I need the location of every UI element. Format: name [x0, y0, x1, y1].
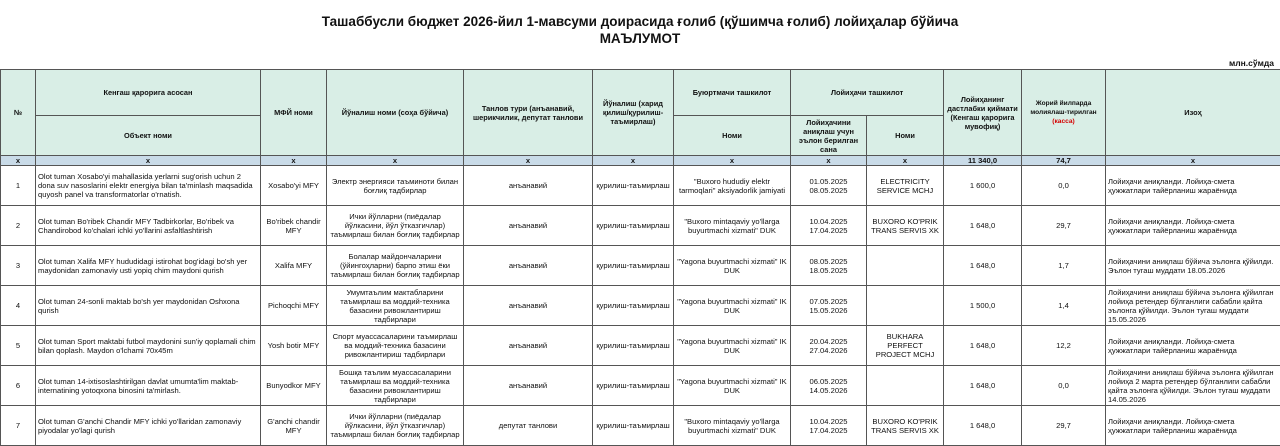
mfy-name: Pichoqchi MFY [261, 286, 327, 326]
document-title: Ташаббусли бюджет 2026-йил 1-мавсуми доирасида ғолиб (қўшимча ғолиб) лойиҳалар бўйича [0, 14, 1280, 29]
header-object-name: Объект номи [36, 116, 261, 156]
object-name: Olot tuman Bo'ribek Chandir MFY Tadbirkorlar, Bo'ribek va Chandirobod ko'chalari ichki yo'llarini asfaltlashtirish [36, 206, 261, 246]
note-text: Лойиҳачини аниқлаш бўйича эълонга қўйилган лойиҳа 2 марта ретендер бўлганлиги сабабли қайта эълонга қўйилди. Эълон тугаш муддати 14.05.2026 [1106, 366, 1280, 406]
design-date: 06.05.2025 14.05.2026 [791, 366, 867, 406]
customer-name: "Yagona buyurtmachi xizmati" IK DUK [674, 246, 791, 286]
selection-type: анъанавий [464, 366, 593, 406]
direction-name: Болалар майдончаларини (ўйингоҳларни) барпо этиш ёки таъмирлаш билан боғлиқ тадбирлар [327, 246, 464, 286]
selection-type: анъанавий [464, 286, 593, 326]
table-row [1, 166, 1280, 206]
current-year-paid: 0,0 [1022, 166, 1106, 206]
header-selection: Танлов тури (анъанавий, шерикчилик, депутат танлови [464, 70, 593, 156]
mfy-name: G'anchi chandir MFY [261, 406, 327, 446]
customer-name: "Buxoro mintaqaviy yo'llarga buyurtmachi xizmati" DUK [674, 206, 791, 246]
direction-name: Спорт муассасаларини таъмирлаш ва моддий-техника базасини ривожлантириш тадбирлари [327, 326, 464, 366]
design-date: 20.04.2025 27.04.2026 [791, 326, 867, 366]
subtotal-cell: x [867, 156, 944, 166]
header-designer: Лойиҳачи ташкилот [791, 70, 944, 116]
table-row [1, 366, 1280, 406]
table-row [1, 206, 1280, 246]
header-initial-cost: Лойиҳанинг дастлабки қиймати (Кенгаш қарорига мувофиқ) [944, 70, 1022, 156]
direction-name: Электр энергияси таъминоти билан боғлиқ тадбирлар [327, 166, 464, 206]
work-type: қурилиш-таъмирлаш [593, 166, 674, 206]
header-current-year [1022, 70, 1106, 156]
projects-table [0, 69, 1280, 446]
work-type: қурилиш-таъмирлаш [593, 206, 674, 246]
design-date: 01.05.2025 08.05.2025 [791, 166, 867, 206]
table-row [1, 406, 1280, 446]
initial-cost: 1 648,0 [944, 206, 1022, 246]
header-designer-name: Номи [867, 116, 944, 156]
subtotal-cell: x [261, 156, 327, 166]
table-body [1, 166, 1280, 446]
subtotal-cell: x [674, 156, 791, 166]
selection-type: анъанавий [464, 326, 593, 366]
direction-name: Ички йўлларни (пиёдалар йўлкасини, йўл ўтказгичлар) таъмирлаш билан боғлиқ тадбирлар [327, 206, 464, 246]
note-text: Лойиҳачини аниқлаш бўйича эълонга қўйилган лойиҳа ретендер бўлганлиги сабабли қайта эълонга қўйилди. Эълон тугаш муддати 15.05.2026 [1106, 286, 1280, 326]
mfy-name: Yosh botir MFY [261, 326, 327, 366]
initial-cost: 1 648,0 [944, 326, 1022, 366]
note-text: Лойиҳачи аниқланди. Лойиҳа-смета ҳужжатлари тайёрланиш жараёнида [1106, 326, 1280, 366]
header-work-type: Йўналиш (харид қилиш/қурилиш-таъмирлаш) [593, 70, 674, 156]
work-type: қурилиш-таъмирлаш [593, 326, 674, 366]
note-text: Лойиҳачи аниқланди. Лойиҳа-смета ҳужжатлари тайёрланиш жараёнида [1106, 406, 1280, 446]
mfy-name: Xalifa MFY [261, 246, 327, 286]
designer-name: BUXORO KO'PRIK TRANS SERVIS XK [867, 206, 944, 246]
selection-type: анъанавий [464, 246, 593, 286]
header-current-year-cash: (касса) [1052, 118, 1074, 125]
initial-cost: 1 648,0 [944, 406, 1022, 446]
subtotal-cell: x [1, 156, 36, 166]
current-year-paid: 29,7 [1022, 406, 1106, 446]
note-text: Лойиҳачини аниқлаш бўйича эълонга қўйилди. Эълон тугаш муддати 18.05.2026 [1106, 246, 1280, 286]
object-name: Olot tuman Xalifa MFY hududidagi istirohat bog'idagi bo'sh yer maydonidan zamonaviy usti yopiq chim maydoni qurish [36, 246, 261, 286]
header-direction: Йўналиш номи (соҳа бўйича) [327, 70, 464, 156]
subtotal-cell: x [1106, 156, 1280, 166]
customer-name: "Yagona buyurtmachi xizmati" IK DUK [674, 326, 791, 366]
document-subtitle: МАЪЛУМОТ [0, 31, 1280, 46]
design-date: 10.04.2025 17.04.2025 [791, 206, 867, 246]
object-name: Olot tuman Xosabo'yi mahallasida yerlarni sug'orish uchun 2 dona suv nasoslarini elektr energiya bilan ta'minlash maqsadida quyosh panel va transformatorlar o'rnatish. [36, 166, 261, 206]
subtotal-cell: x [36, 156, 261, 166]
row-number: 6 [1, 366, 36, 406]
customer-name: "Yagona buyurtmachi xizmati" IK DUK [674, 366, 791, 406]
current-year-paid: 1,7 [1022, 246, 1106, 286]
current-year-paid: 0,0 [1022, 366, 1106, 406]
designer-name: BUXORO KO'PRIK TRANS SERVIS XK [867, 406, 944, 446]
designer-name [867, 246, 944, 286]
designer-name: BUKHARA PERFECT PROJECT MCHJ [867, 326, 944, 366]
row-number: 4 [1, 286, 36, 326]
object-name: Olot tuman G'anchi Chandir MFY ichki yo'llaridan zamonaviy piyodalar yo'lagi qurish [36, 406, 261, 446]
mfy-name: Bo'ribek chandir MFY [261, 206, 327, 246]
designer-name [867, 366, 944, 406]
mfy-name: Bunyodkor MFY [261, 366, 327, 406]
subtotal-cost: 11 340,0 [944, 156, 1022, 166]
subtotal-row [1, 156, 1280, 166]
work-type: қурилиш-таъмирлаш [593, 246, 674, 286]
object-name: Olot tuman 24-sonli maktab bo'sh yer maydonidan Oshxona qurish [36, 286, 261, 326]
subtotal-paid: 74,7 [1022, 156, 1106, 166]
header-customer: Буюртмачи ташкилот [674, 70, 791, 116]
direction-name: Бошқа таълим муассасаларини таъмирлаш ва моддий-техника базасини ривожлантириш тадбирлари [327, 366, 464, 406]
designer-name: ELECTRICITY SERVICE MCHJ [867, 166, 944, 206]
customer-name: "Buxoro hududiy elektr tarmoqlari" aksiyadorlik jamiyati [674, 166, 791, 206]
unit-label: млн.сўмда [1229, 58, 1274, 68]
table-row [1, 326, 1280, 366]
subtotal-cell: x [327, 156, 464, 166]
initial-cost: 1 648,0 [944, 366, 1022, 406]
work-type: қурилиш-таъмирлаш [593, 286, 674, 326]
row-number: 1 [1, 166, 36, 206]
header-design-date: Лойиҳачини аниқлаш учун эълон берилган сана [791, 116, 867, 156]
header-customer-name: Номи [674, 116, 791, 156]
row-number: 7 [1, 406, 36, 446]
design-date: 08.05.2025 18.05.2025 [791, 246, 867, 286]
selection-type: анъанавий [464, 166, 593, 206]
initial-cost: 1 600,0 [944, 166, 1022, 206]
note-text: Лойиҳачи аниқланди. Лойиҳа-смета ҳужжатлари тайёрланиш жараёнида [1106, 206, 1280, 246]
header-council-decision: Кенгаш қарорига асосан [36, 70, 261, 116]
design-date: 10.04.2025 17.04.2025 [791, 406, 867, 446]
table-row [1, 286, 1280, 326]
current-year-paid: 29,7 [1022, 206, 1106, 246]
header-num: № [1, 70, 36, 156]
subtotal-cell: x [791, 156, 867, 166]
current-year-paid: 12,2 [1022, 326, 1106, 366]
row-number: 3 [1, 246, 36, 286]
customer-name: "Buxoro mintaqaviy yo'llarga buyurtmachi xizmati" DUK [674, 406, 791, 446]
header-mfy: МФЙ номи [261, 70, 327, 156]
object-name: Olot tuman Sport maktabi futbol maydonini sun'iy qoplamali chim bilan qoplash. Maydon o'lchami 70x45m [36, 326, 261, 366]
note-text: Лойиҳачи аниқланди. Лойиҳа-смета ҳужжатлари тайёрланиш жараёнида [1106, 166, 1280, 206]
object-name: Olot tuman 14-ixtisoslashtirilgan davlat umumta'lim maktab-internatining yotoqxona binosini ta'mirlash. [36, 366, 261, 406]
direction-name: Ички йўлларни (пиёдалар йўлкасини, йўл ўтказгичлар) таъмирлаш билан боғлиқ тадбирлар [327, 406, 464, 446]
row-number: 5 [1, 326, 36, 366]
current-year-paid: 1,4 [1022, 286, 1106, 326]
subtotal-cell: x [464, 156, 593, 166]
initial-cost: 1 500,0 [944, 286, 1022, 326]
selection-type: анъанавий [464, 206, 593, 246]
direction-name: Умумтаълим мактабларини таъмирлаш ва моддий-техника базасини ривожлантириш тадбирлари [327, 286, 464, 326]
work-type: қурилиш-таъмирлаш [593, 406, 674, 446]
design-date: 07.05.2025 15.05.2026 [791, 286, 867, 326]
work-type: қурилиш-таъмирлаш [593, 366, 674, 406]
header-current-year-text: Жорий йилпарда молиялаш-тирилган [1030, 100, 1096, 116]
row-number: 2 [1, 206, 36, 246]
designer-name [867, 286, 944, 326]
initial-cost: 1 648,0 [944, 246, 1022, 286]
header-note: Изоҳ [1106, 70, 1280, 156]
table-row [1, 246, 1280, 286]
selection-type: депутат танлови [464, 406, 593, 446]
subtotal-cell: x [593, 156, 674, 166]
mfy-name: Xosabo'yi MFY [261, 166, 327, 206]
customer-name: "Yagona buyurtmachi xizmati" IK DUK [674, 286, 791, 326]
